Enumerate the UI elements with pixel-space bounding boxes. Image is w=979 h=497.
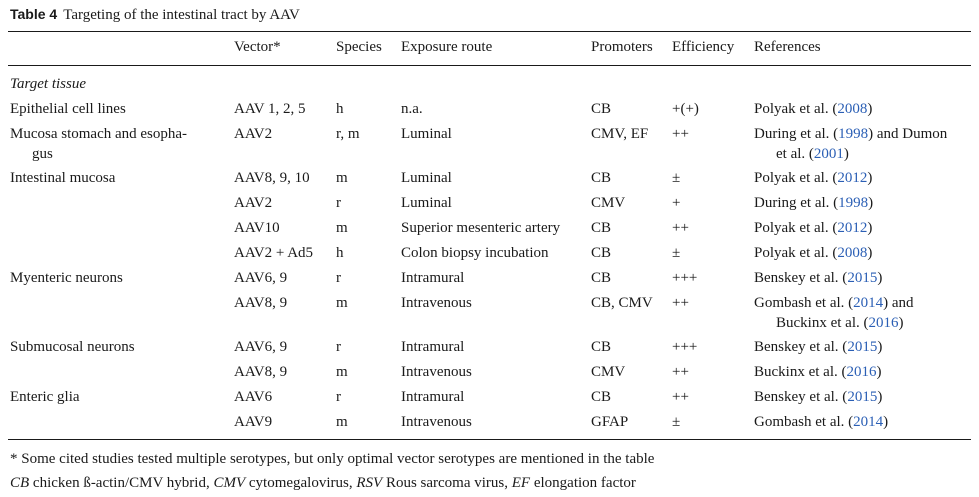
citation-year-link[interactable]: 2014 [853,414,884,430]
reference-cell [754,337,882,357]
top-rule [8,31,971,32]
reference-text: et al. ( [776,146,814,162]
citation-year-link[interactable]: 2012 [837,220,868,236]
abbreviation-definition: Rous sarcoma virus, [382,475,512,491]
reference-cell [754,99,872,119]
reference-text: ) [883,414,889,430]
tissue-cell [10,124,187,164]
vector-cell: AAV8, 9, 10 [234,170,310,186]
route-cell: Luminal [401,170,452,186]
route-cell: Intramural [401,270,465,286]
promoter-cell: CB [591,245,612,261]
reference-text: ) [877,389,883,405]
citation-year-link[interactable]: 2012 [837,170,868,186]
citation-year-link[interactable]: 2008 [837,101,868,117]
efficiency-cell: ± [672,414,681,430]
route-cell: Intravenous [401,295,472,311]
citation-year-link[interactable]: 2015 [847,389,878,405]
abbreviation-term: CB [10,475,30,491]
header-species: Species [336,39,382,55]
reference-cell [754,168,872,188]
table-title: Targeting of the intestinal tract by AAV [63,7,300,23]
efficiency-cell: +(+) [672,101,699,117]
header-vector: Vector* [234,39,281,55]
promoter-cell: CMV [591,364,626,380]
tissue-cell [10,99,126,119]
reference-text: Gombash et al. ( [754,295,854,311]
reference-text: Buckinx et al. ( [776,315,869,331]
reference-text: Benskey et al. ( [754,270,848,286]
abbreviations [10,475,636,492]
vector-cell: AAV8, 9 [234,295,288,311]
reference-text: ) [867,101,873,117]
table-label: Table 4 [10,6,58,22]
promoter-cell: CB, CMV [591,295,653,311]
promoter-cell: CB [591,220,612,236]
vector-cell: AAV 1, 2, 5 [234,101,306,117]
species-cell: m [336,170,348,186]
species-cell: r [336,339,341,355]
reference-text: ) [876,364,882,380]
route-cell: Intravenous [401,414,472,430]
route-cell: Luminal [401,195,452,211]
tissue-line: Epithelial cell lines [10,101,126,117]
abbreviation-definition: chicken ß-actin/CMV hybrid, [29,475,214,491]
reference-line [754,268,882,288]
reference-cell [754,193,873,213]
reference-text: ) and Dumon [868,126,948,142]
header-references: References [754,39,821,55]
efficiency-cell: +++ [672,270,698,286]
reference-line [754,218,872,238]
tissue-cell [10,387,80,407]
vector-cell: AAV2 [234,195,273,211]
reference-cell [754,243,872,263]
reference-text: ) [898,315,904,331]
abbreviation-term: EF [511,475,531,491]
reference-line [754,243,872,263]
reference-line [754,337,882,357]
tissue-line: gus [32,146,53,162]
route-cell: Luminal [401,126,452,142]
table-caption [10,6,300,24]
reference-text: Buckinx et al. ( [754,364,847,380]
reference-cell [754,387,882,407]
route-cell: Intravenous [401,364,472,380]
promoter-cell: CB [591,339,612,355]
promoter-cell: CB [591,389,612,405]
reference-line [754,193,873,213]
tissue-line: Intestinal mucosa [10,170,116,186]
reference-line [754,99,872,119]
promoter-cell: CB [591,101,612,117]
promoter-cell: CMV [591,195,626,211]
reference-line [754,144,947,164]
reference-text: ) and [883,295,914,311]
route-cell: Colon biopsy incubation [401,245,549,261]
abbreviation-definition: elongation factor [530,475,636,491]
abbreviation-definition: cytomegalovirus, [245,475,357,491]
efficiency-cell: ± [672,245,681,261]
tissue-cell [10,168,115,188]
reference-text: ) [867,170,873,186]
reference-line [754,293,914,313]
promoter-cell: GFAP [591,414,629,430]
reference-cell [754,124,947,164]
bottom-rule [8,439,971,440]
promoter-cell: CB [591,170,612,186]
reference-text: Benskey et al. ( [754,339,848,355]
reference-text: ) [843,146,849,162]
species-cell: m [336,414,348,430]
efficiency-cell: +++ [672,339,698,355]
tissue-line: Myenteric neurons [10,270,123,286]
abbreviation-term: RSV [356,475,383,491]
header-efficiency: Efficiency [672,39,735,55]
species-cell: h [336,101,344,117]
reference-line [754,362,881,382]
tissue-line: Mucosa stomach and esopha- [10,126,188,142]
species-cell: h [336,245,344,261]
reference-text: Polyak et al. ( [754,245,838,261]
citation-year-link[interactable]: 2015 [847,270,878,286]
reference-text: Benskey et al. ( [754,389,848,405]
header-promoters: Promoters [591,39,653,55]
tissue-cell [10,268,123,288]
efficiency-cell: ++ [672,295,689,311]
promoter-cell: CMV, EF [591,126,649,142]
efficiency-cell: ++ [672,389,689,405]
species-cell: m [336,295,348,311]
promoter-cell: CB [591,270,612,286]
reference-cell [754,362,881,382]
tissue-line: Submucosal neurons [10,339,135,355]
header-rule [8,65,971,66]
citation-year-link[interactable]: 2015 [847,339,878,355]
reference-text: ) [868,195,874,211]
section-label: Target tissue [10,76,86,92]
reference-cell [754,293,914,333]
reference-text: Gombash et al. ( [754,414,854,430]
reference-line [754,168,872,188]
citation-year-link[interactable]: 2016 [846,364,877,380]
footnote: * Some cited studies tested multiple serotypes, but only optimal vector serotypes are mentioned in the table [10,451,655,467]
reference-text: Polyak et al. ( [754,170,838,186]
vector-cell: AAV2 [234,126,273,142]
reference-line [754,124,947,144]
route-cell: Superior mesenteric artery [401,220,561,236]
species-cell: r [336,270,341,286]
reference-text: ) [877,270,883,286]
reference-text: During et al. ( [754,126,839,142]
reference-text: ) [877,339,883,355]
route-cell: Intramural [401,389,465,405]
reference-text: ) [867,245,873,261]
vector-cell: AAV8, 9 [234,364,288,380]
route-cell: n.a. [401,101,423,117]
reference-cell [754,218,872,238]
citation-year-link[interactable]: 1998 [838,195,869,211]
vector-cell: AAV9 [234,414,273,430]
reference-cell [754,412,888,432]
reference-line [754,313,914,333]
reference-text: ) [867,220,873,236]
vector-cell: AAV6, 9 [234,270,288,286]
species-cell: r [336,195,341,211]
species-cell: r, m [336,126,360,142]
citation-year-link[interactable]: 2008 [837,245,868,261]
efficiency-cell: ± [672,170,681,186]
reference-line [754,387,882,407]
species-cell: m [336,220,348,236]
vector-cell: AAV2 + Ad5 [234,245,314,261]
reference-text: During et al. ( [754,195,839,211]
reference-text: Polyak et al. ( [754,101,838,117]
reference-text: Polyak et al. ( [754,220,838,236]
efficiency-cell: ++ [672,126,689,142]
tissue-line: Enteric glia [10,389,80,405]
citation-year-link[interactable]: 2001 [813,146,844,162]
header-exposure-route: Exposure route [401,39,493,55]
efficiency-cell: ++ [672,364,689,380]
route-cell: Intramural [401,339,465,355]
species-cell: m [336,364,348,380]
species-cell: r [336,389,341,405]
citation-year-link[interactable]: 2016 [868,315,899,331]
tissue-cell [10,337,135,357]
efficiency-cell: ++ [672,220,689,236]
citation-year-link[interactable]: 1998 [838,126,869,142]
vector-cell: AAV6 [234,389,273,405]
efficiency-cell: + [672,195,681,211]
reference-cell [754,268,882,288]
vector-cell: AAV10 [234,220,280,236]
abbreviation-term: CMV [213,475,246,491]
reference-line [754,412,888,432]
citation-year-link[interactable]: 2014 [853,295,884,311]
vector-cell: AAV6, 9 [234,339,288,355]
